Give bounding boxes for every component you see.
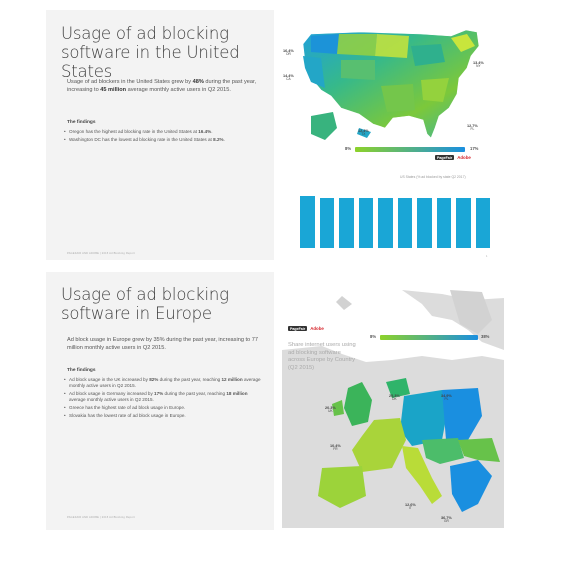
us-region-alaska	[311, 112, 337, 140]
callout-value: 25.3%	[389, 394, 400, 398]
us-callout-tx	[358, 129, 369, 136]
callout-value: 14.4%	[283, 74, 294, 78]
us-lede-users: 45 million	[100, 87, 127, 94]
us-callout-ny	[473, 61, 484, 68]
us-finding-value: 8.2%	[213, 136, 224, 142]
eu-findings-title: The findings	[67, 368, 96, 373]
us-bar	[398, 198, 413, 248]
eu-callout-uk	[325, 406, 336, 413]
us-bar	[300, 196, 315, 248]
callout-label: FL	[470, 126, 475, 131]
callout-value: 16.4%	[283, 49, 294, 53]
callout-label: DK	[392, 396, 397, 401]
us-lede	[67, 78, 257, 94]
us-findings-title: The findings	[67, 120, 96, 125]
us-brand	[435, 155, 471, 160]
us-findings-list	[64, 129, 256, 144]
us-legend-bar	[355, 147, 465, 152]
eu-page-title: Usage of ad blocking software in Europe	[61, 285, 229, 323]
eu-finding-text: during the past year, reaching	[158, 377, 222, 382]
us-bar	[359, 198, 374, 248]
eu-lede: Ad block usage in Europe grew by 35% during the past year, increasing to 77 million monthly active users in Q2 2015.	[67, 337, 258, 352]
us-map-graphic	[281, 16, 501, 156]
us-lede-text-3: average monthly active users in Q2 2015.	[126, 87, 231, 94]
us-finding-text: .	[211, 129, 213, 134]
eu-finding-text: Ad block usage in the UK increased by	[69, 377, 150, 382]
eu-finding-uk	[64, 377, 264, 390]
callout-value: 12.6%	[405, 503, 416, 507]
eu-finding-text: during the past year, reaching	[163, 391, 227, 397]
callout-label: GR	[444, 518, 449, 523]
us-bar	[437, 198, 452, 248]
us-legend-min: 8%	[345, 146, 352, 151]
us-bar	[456, 198, 471, 248]
eu-finding-greece: • Greece has the highest rate of ad block usage in Europe.	[64, 405, 264, 411]
eu-finding-text: average monthly active users in Q2 2015.	[69, 397, 154, 403]
eu-legend-max: 38%	[481, 334, 490, 339]
callout-label: CA	[286, 76, 291, 81]
eu-legend-bar	[380, 335, 478, 340]
us-finding-text: Washington DC has the lowest ad blocking rate in the United States at	[69, 136, 214, 142]
us-finding-dc	[64, 137, 256, 143]
eu-finding-germany	[64, 391, 264, 404]
us-lede-text-2: during the past year, increasing to	[67, 79, 257, 94]
us-region-texas	[381, 84, 415, 112]
pagefair-logo: PageFair	[290, 326, 306, 331]
eu-findings-list	[64, 377, 264, 420]
us-lede-growth: 48%	[192, 79, 204, 85]
callout-value: 13.4%	[473, 61, 484, 65]
us-finding-value: 16.4%	[198, 129, 212, 134]
pagefair-logo: PageFair	[437, 155, 453, 160]
adobe-logo: Adobe	[310, 326, 324, 331]
eu-finding-value: 18 million	[226, 391, 248, 397]
us-footer: PAGEFAIR AND ADOBE | 2015 Ad Blocking Report	[67, 252, 135, 255]
us-region-dakota	[375, 34, 409, 58]
callout-label: PL	[444, 396, 449, 401]
callout-value: 10.4%	[330, 444, 341, 448]
us-bar	[417, 198, 432, 248]
eu-callout-pl	[441, 394, 452, 401]
eu-legend-min: 8%	[370, 334, 377, 339]
us-callout-or	[283, 49, 294, 56]
us-bar	[339, 198, 354, 248]
us-region-montana	[337, 34, 377, 56]
eu-finding-value: 12 million	[221, 377, 243, 382]
us-callout-fl	[467, 124, 478, 131]
callout-value: 34.9%	[441, 394, 452, 398]
us-legend-max: 17%	[470, 146, 479, 151]
callout-value: 12.4%	[358, 129, 369, 133]
eu-finding-value: 17%	[154, 391, 164, 397]
eu-finding-text: average monthly active users in Q2 2015.	[69, 377, 261, 389]
us-bar	[378, 198, 393, 248]
us-bar	[476, 198, 491, 248]
us-lede-text-1: Usage of ad blockers in the United States grew by	[67, 79, 193, 85]
callout-label: FR	[333, 446, 338, 451]
eu-callout-gr	[441, 516, 452, 523]
us-bar-chart	[300, 182, 490, 248]
us-chart-caption: US States (% ad blocked by state Q2 2017)	[400, 175, 466, 179]
eu-finding-slovakia: • Slovakia has the lowest rate of ad block usage in Europe.	[64, 413, 264, 419]
us-page-title: Usage of ad blocking software in the United States	[61, 24, 240, 81]
us-region-northwest	[311, 34, 339, 54]
callout-value: 36.7%	[441, 516, 452, 520]
us-bar	[320, 198, 335, 248]
us-finding-text: .	[223, 136, 225, 142]
eu-finding-value: 82%	[149, 377, 159, 382]
eu-callout-dk	[389, 394, 400, 401]
us-callout-ca	[283, 74, 294, 81]
eu-callout-it	[405, 503, 416, 510]
eu-callout-fr	[330, 444, 341, 451]
eu-footer: PAGEFAIR AND ADOBE | 2015 Ad Blocking Report	[67, 516, 135, 519]
us-region-mountain	[341, 60, 375, 80]
callout-label: IT	[408, 505, 412, 510]
eu-finding-text: Ad block usage in Germany increased by	[69, 391, 155, 397]
callout-value: 12.7%	[467, 124, 478, 128]
callout-label: NY	[476, 63, 481, 68]
callout-label: TX	[361, 131, 366, 136]
us-map	[281, 16, 501, 156]
us-page-number: 1	[486, 255, 488, 258]
us-finding-oregon	[64, 129, 256, 135]
callout-label: OR	[286, 51, 291, 56]
eu-legend-description: Share internet users using ad blocking software across Europe by Country (Q2 2015)	[288, 342, 356, 371]
callout-label: UK	[328, 408, 333, 413]
eu-brand	[288, 326, 324, 331]
us-finding-text: Oregon has the highest ad blocking rate in the United States at	[69, 129, 199, 134]
callout-value: 20.3%	[325, 406, 336, 410]
adobe-logo: Adobe	[457, 155, 471, 160]
